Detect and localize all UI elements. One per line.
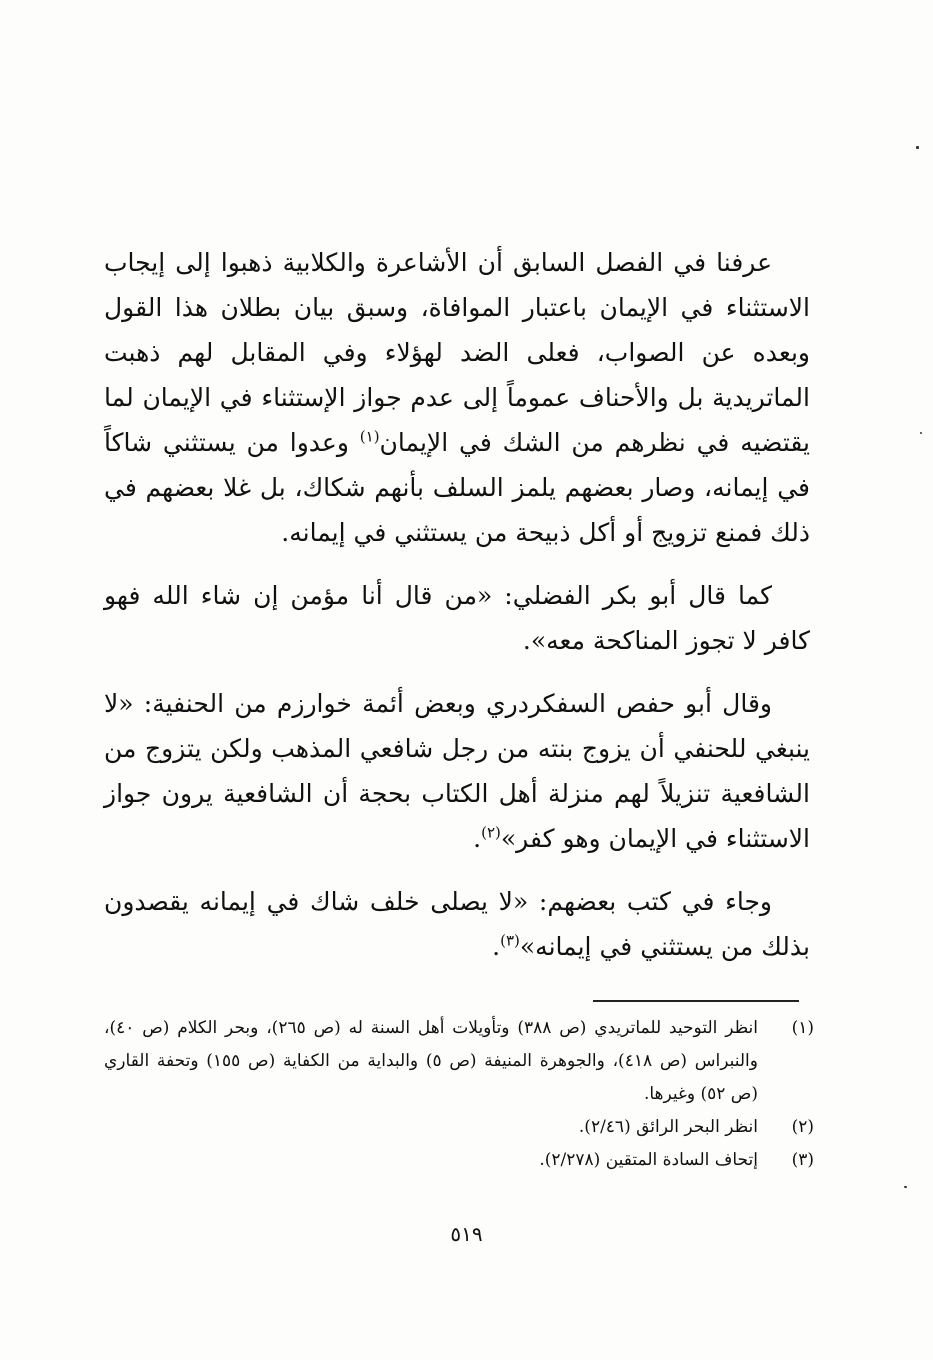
main-text — [104, 240, 810, 987]
paragraph-1-tail: وعدوا من يستثني شاكاً في إيمانه، وصار بعضهم يلمز السلف بأنهم شكاك، بل غلا بعضهم في ذلك فمنع تزويج أو أكل ذبيحة من يستثني في إيمانه. — [104, 428, 810, 547]
paragraph-1 — [104, 240, 810, 555]
footnote-1-number: (١) — [791, 1018, 814, 1038]
paragraph-4-text: وجاء في كتب بعضهم: «لا يصلى خلف شاك في إيمانه يقصدون بذلك من يستثني في إيمانه» — [104, 887, 810, 961]
paragraph-4 — [104, 879, 810, 969]
footnotes — [104, 1012, 814, 1177]
paragraph-3 — [104, 681, 810, 861]
paragraph-4-tail: . — [492, 932, 501, 961]
footnote-ref-3: (٣) — [500, 931, 520, 950]
scan-speck — [904, 1186, 907, 1188]
paragraph-3-tail: . — [473, 824, 482, 853]
footnote-ref-1: (١) — [359, 427, 380, 446]
footnote-3 — [104, 1144, 814, 1177]
footnote-1 — [104, 1012, 814, 1111]
footnote-2-number: (٢) — [791, 1117, 814, 1137]
scan-speck — [920, 432, 922, 434]
paragraph-2-text: كما قال أبو بكر الفضلي: «من قال أنا مؤمن إن شاء الله فهو كافر لا تجوز المناكحة معه». — [104, 581, 810, 655]
footnote-2-text: انظر البحر الرائق (٢/٤٦). — [578, 1117, 758, 1137]
footnote-3-text: إتحاف السادة المتقين (٢/٢٧٨). — [539, 1150, 758, 1170]
paragraph-3-text: وقال أبو حفص السفكردري وبعض أئمة خوارزم من الحنفية: «لا ينبغي للحنفي أن يزوج بنته من رجل شافعي المذهب ولكن يتزوج من الشافعية تنزيلاً لهم منزلة أهل الكتاب بحجة أن الشافعية يرون جواز الاستثناء في الإيمان وهو كفر» — [104, 689, 810, 853]
paragraph-1-text: عرفنا في الفصل السابق أن الأشاعرة والكلابية ذهبوا إلى إيجاب الاستثناء في الإيمان باعتبار الموافاة، وسبق بيان بطلان هذا القول وبعده عن الصواب، فعلى الضد لهؤلاء وفي المقابل لهم ذهبت الماتريدية بل والأحناف عموماً إلى عدم جواز الإستثناء في الإيمان لما يقتضيه في نظرهم من الشك في الإيمان — [104, 248, 811, 457]
scan-speck — [916, 146, 919, 149]
footnote-1-text: انظر التوحيد للماتريدي (ص ٣٨٨) وتأويلات أهل السنة له (ص ٢٦٥)، وبحر الكلام (ص ٤٠)، والنبراس (ص ٤١٨)، والجوهرة المنيفة (ص ٥) والبداية من الكفاية (ص ١٥٥) وتحفة القاري (ص ٥٢) وغيرها. — [104, 1018, 758, 1104]
paragraph-2 — [104, 573, 810, 663]
footnote-3-number: (٣) — [791, 1150, 814, 1170]
footnote-2 — [104, 1111, 814, 1144]
footnote-ref-2: (٢) — [481, 823, 501, 842]
footnote-divider — [593, 1000, 799, 1002]
page-number: ٥١٩ — [450, 1222, 483, 1246]
